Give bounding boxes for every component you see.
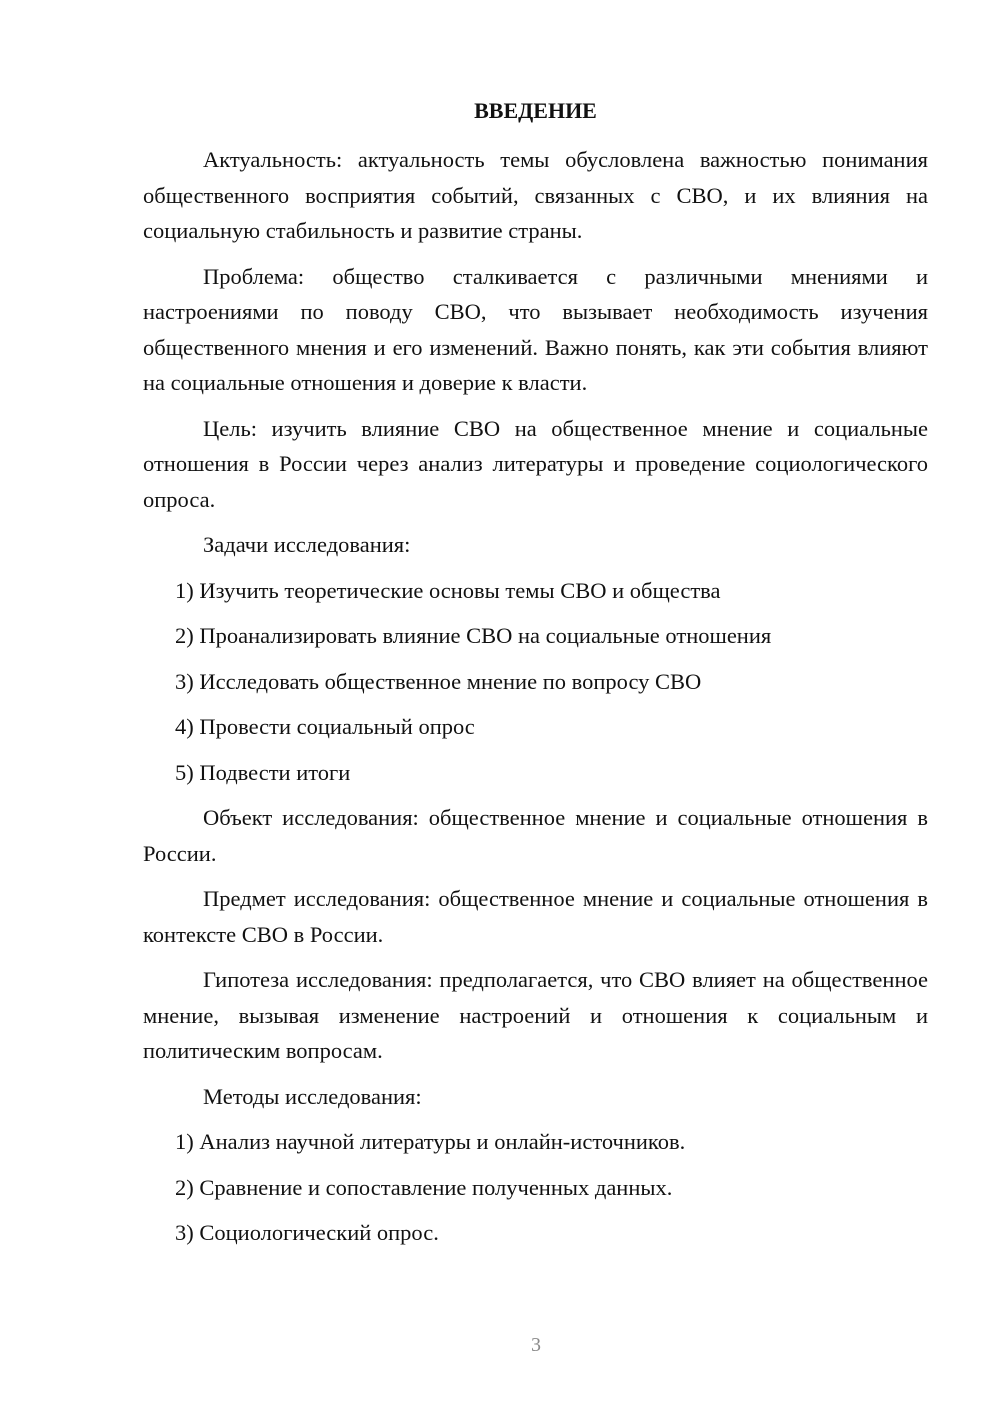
methods-heading: Методы исследования: [203, 1083, 422, 1109]
task-item: 1) Изучить теоретические основы темы СВО и общества [175, 577, 721, 603]
subject-paragraph: Предмет исследования: общественное мнение и социальные отношения в контексте СВО в России. [143, 886, 928, 947]
task-item: 2) Проанализировать влияние СВО на социальные отношения [175, 623, 772, 648]
page-number: 3 [531, 1334, 541, 1356]
object-paragraph: Объект исследования: общественное мнение и социальные отношения в России. [143, 805, 928, 866]
relevance-paragraph: Актуальность: актуальность темы обусловлена важностью понимания общественного восприятия событий, связанных с СВО, и их влияния на социальную стабильность и развитие страны. [143, 147, 928, 243]
problem-paragraph: Проблема: общество сталкивается с различными мнениями и настроениями по поводу СВО, что вызывает необходимость изучения общественного мнения и его изменений. Важно понять, как эти события влияют на социальные отношения и доверие к власти. [143, 263, 928, 395]
tasks-list [143, 573, 928, 791]
method-item: 2) Сравнение и сопоставление полученных данных. [175, 1174, 673, 1200]
hypothesis-paragraph: Гипотеза исследования: предполагается, что СВО влияет на общественное мнение, вызывая изменение настроений и отношения к социальным и политическим вопросам. [143, 967, 928, 1063]
task-item: 4) Провести социальный опрос [175, 714, 475, 739]
section-title: ВВЕДЕНИЕ [474, 98, 597, 123]
method-item: 1) Анализ научной литературы и онлайн-источников. [175, 1129, 686, 1154]
task-item: 3) Исследовать общественное мнение по вопросу СВО [175, 668, 702, 694]
tasks-heading: Задачи исследования: [203, 532, 411, 557]
methods-list [143, 1124, 928, 1251]
method-item: 3) Социологический опрос. [175, 1220, 439, 1245]
document-body [143, 96, 928, 1261]
task-item: 5) Подвести итоги [175, 759, 351, 785]
goal-paragraph: Цель: изучить влияние СВО на общественное мнение и социальные отношения в России через анализ литературы и проведение социологического опроса. [143, 415, 928, 512]
